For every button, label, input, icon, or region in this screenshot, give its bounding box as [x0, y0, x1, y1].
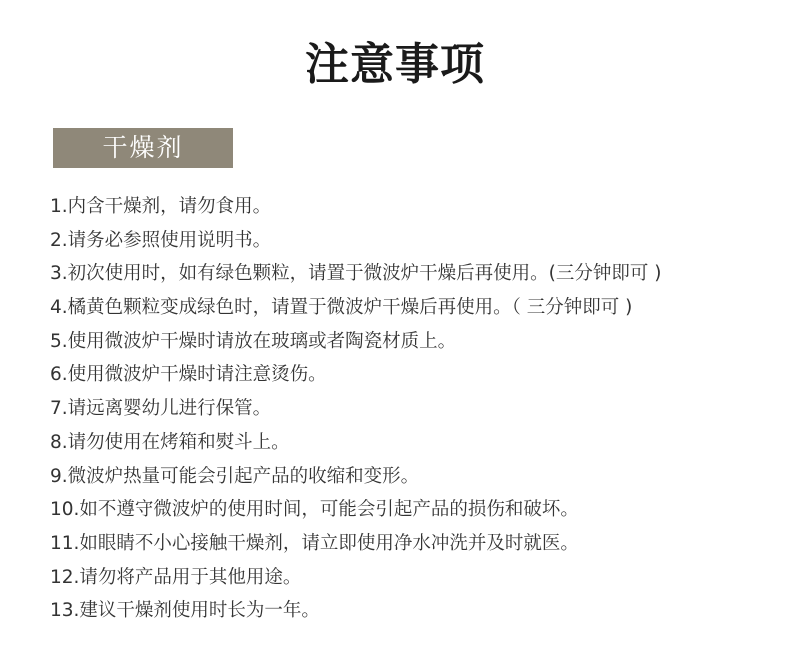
title-wrap — [0, 38, 790, 92]
list-item-10: 10.如不遵守微波炉的使用时间，可能会引起产品的损伤和破坏。 — [50, 499, 579, 521]
list-item-7: 7.请远离婴幼儿进行保管。 — [50, 398, 272, 420]
list-item-3: 3.初次使用时，如有绿色颗粒，请置于微波炉干燥后再使用。(三分钟即可 ) — [50, 263, 662, 285]
list-item-9: 9.微波炉热量可能会引起产品的收缩和变形。 — [50, 465, 420, 487]
section-label-text: 干燥剂 — [102, 133, 184, 162]
list-item-13: 13.建议干燥剂使用时长为一年。 — [50, 600, 320, 622]
list-item-5: 5.使用微波炉干燥时请放在玻璃或者陶瓷材质上。 — [50, 330, 457, 352]
precautions-list — [50, 190, 661, 628]
list-item-2: 2.请务必参照使用说明书。 — [50, 229, 272, 251]
page-title-text: 注意事项 — [305, 39, 485, 90]
list-item-4: 4.橘黄色颗粒变成绿色时，请置于微波炉干燥后再使用。（ 三分钟即可 ) — [50, 297, 633, 319]
list-item-8: 8.请勿使用在烤箱和熨斗上。 — [50, 431, 290, 453]
page-title — [301, 38, 489, 92]
list-item-11: 11.如眼睛不小心接触干燥剂，请立即使用净水冲洗并及时就医。 — [50, 532, 579, 554]
list-item-1: 1.内含干燥剂，请勿食用。 — [50, 196, 272, 217]
list-item-6: 6.使用微波炉干燥时请注意烫伤。 — [50, 364, 327, 386]
list-item-12: 12.请勿将产品用于其他用途。 — [50, 566, 302, 588]
section-label — [53, 128, 233, 168]
